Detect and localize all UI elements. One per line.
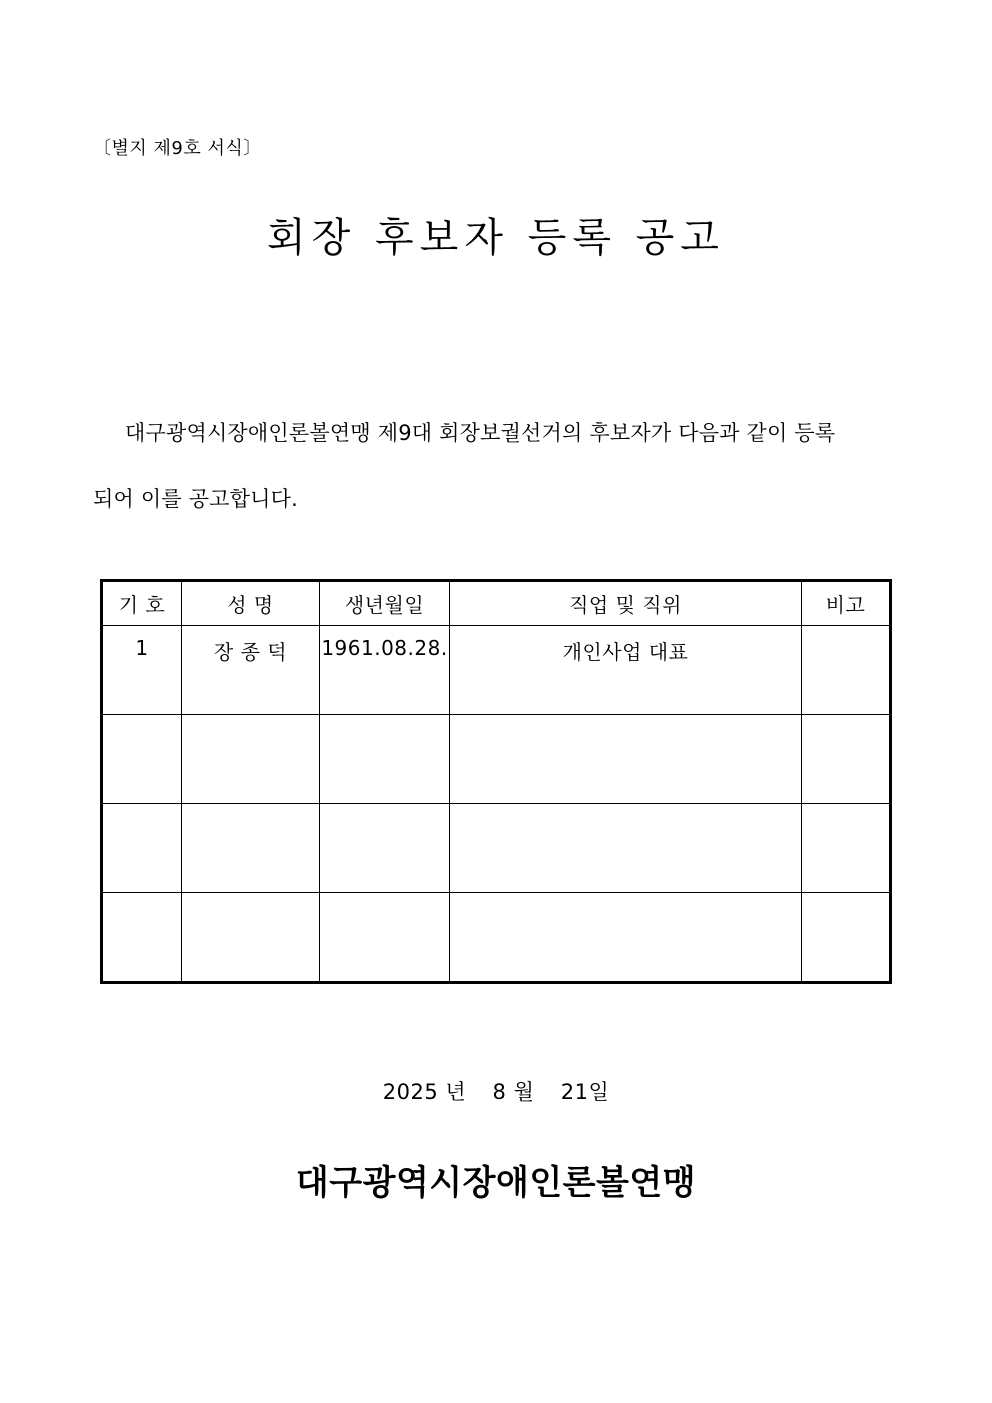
- issue-date-day: 21일: [560, 1080, 610, 1104]
- column-header-birthdate: 생년월일: [320, 581, 450, 626]
- candidate-table: [100, 579, 892, 984]
- cell-symbol: 1: [102, 626, 182, 715]
- cell-symbol: [102, 804, 182, 893]
- cell-name: [182, 893, 320, 983]
- column-header-remarks: 비고: [802, 581, 891, 626]
- cell-birthdate: [320, 715, 450, 804]
- table-row: [102, 804, 891, 893]
- column-header-symbol: 기 호: [102, 581, 182, 626]
- cell-remarks: [802, 804, 891, 893]
- cell-occupation: 개인사업 대표: [450, 626, 802, 715]
- cell-occupation: [450, 804, 802, 893]
- issue-date-year: 2025 년: [382, 1080, 467, 1104]
- cell-name: 장 종 덕: [182, 626, 320, 715]
- cell-occupation: [450, 715, 802, 804]
- cell-symbol: [102, 715, 182, 804]
- body-paragraph-line-1: 대구광역시장애인론볼연맹 제9대 회장보궐선거의 후보자가 다음과 같이 등록: [125, 421, 836, 445]
- cell-symbol: [102, 893, 182, 983]
- cell-occupation: [450, 893, 802, 983]
- body-paragraph: [93, 400, 905, 532]
- table-row: [102, 893, 891, 983]
- cell-birthdate: [320, 804, 450, 893]
- page-title: 회장 후보자 등록 공고: [267, 215, 725, 261]
- body-paragraph-line-2: 되어 이를 공고합니다.: [93, 487, 298, 511]
- table-row: [102, 626, 891, 715]
- form-code-label: 〔별지 제9호 서식〕: [93, 138, 262, 159]
- column-header-occupation: 직업 및 직위: [450, 581, 802, 626]
- cell-remarks: [802, 626, 891, 715]
- cell-birthdate: [320, 893, 450, 983]
- candidate-table-wrapper: [100, 579, 889, 984]
- cell-remarks: [802, 715, 891, 804]
- issue-date-month: 8 월: [492, 1080, 535, 1104]
- cell-name: [182, 804, 320, 893]
- cell-remarks: [802, 893, 891, 983]
- column-header-name: 성 명: [182, 581, 320, 626]
- table-header-row: [102, 581, 891, 626]
- cell-name: [182, 715, 320, 804]
- issue-date: [0, 1076, 992, 1106]
- cell-birthdate: 1961.08.28.: [320, 626, 450, 715]
- table-row: [102, 715, 891, 804]
- issuing-organization: 대구광역시장애인론볼연맹: [295, 1163, 697, 1203]
